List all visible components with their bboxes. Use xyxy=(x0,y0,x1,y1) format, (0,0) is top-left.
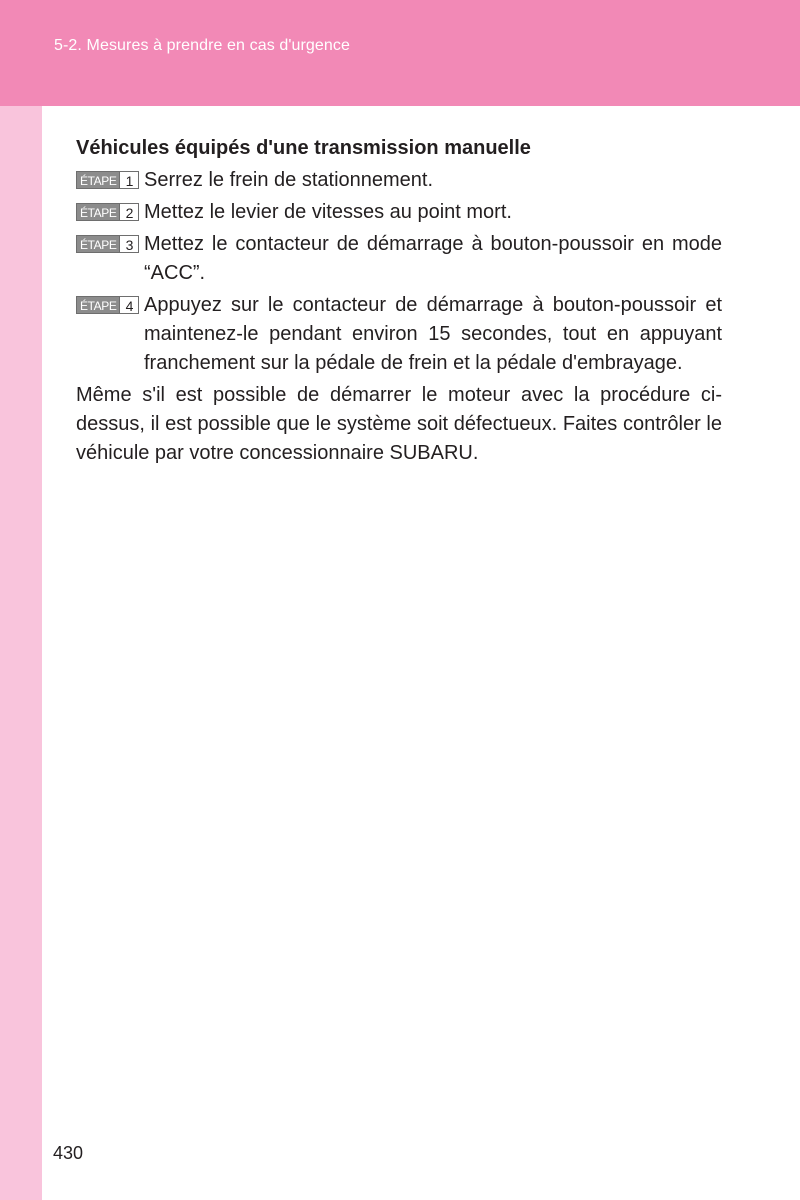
side-band xyxy=(0,106,42,1200)
step-badge-label: ÉTAPE xyxy=(76,171,119,189)
step-badge-number: 3 xyxy=(119,235,139,253)
section-title: 5-2. Mesures à prendre en cas d'urgence xyxy=(54,37,351,54)
step-text: Mettez le levier de vitesses au point mort. xyxy=(144,201,512,223)
step-badge xyxy=(76,235,139,253)
step-3 xyxy=(76,230,722,288)
step-badge-number: 2 xyxy=(119,203,139,221)
step-badge-label: ÉTAPE xyxy=(76,235,119,253)
step-badge-number: 1 xyxy=(119,171,139,189)
step-badge-number: 4 xyxy=(119,296,139,314)
step-badge xyxy=(76,296,139,314)
step-badge-label: ÉTAPE xyxy=(76,203,119,221)
step-2 xyxy=(76,198,722,227)
step-text: Serrez le frein de stationnement. xyxy=(144,169,434,191)
step-4 xyxy=(76,291,722,378)
step-badge xyxy=(76,171,139,189)
step-badge xyxy=(76,203,139,221)
section-heading: Véhicules équipés d'une transmission manuelle xyxy=(76,137,531,159)
main-content xyxy=(76,134,722,468)
header-band xyxy=(0,0,800,106)
warning-note: Même s'il est possible de démarrer le moteur avec la procédure ci-dessus, il est possible que le système soit défectueux. Faites contrôler le véhicule par votre concessionnaire SUBARU. xyxy=(76,384,722,464)
step-text: Mettez le contacteur de démarrage à bouton-poussoir en mode “ACC”. xyxy=(144,233,722,284)
page-number: 430 xyxy=(53,1143,84,1163)
step-text: Appuyez sur le contacteur de démarrage à bouton-poussoir et maintenez-le pendant environ 15 secondes, tout en appuyant franchement sur la pédale de frein et la pédale d'embrayage. xyxy=(144,294,722,374)
step-badge-label: ÉTAPE xyxy=(76,296,119,314)
step-1 xyxy=(76,166,722,195)
